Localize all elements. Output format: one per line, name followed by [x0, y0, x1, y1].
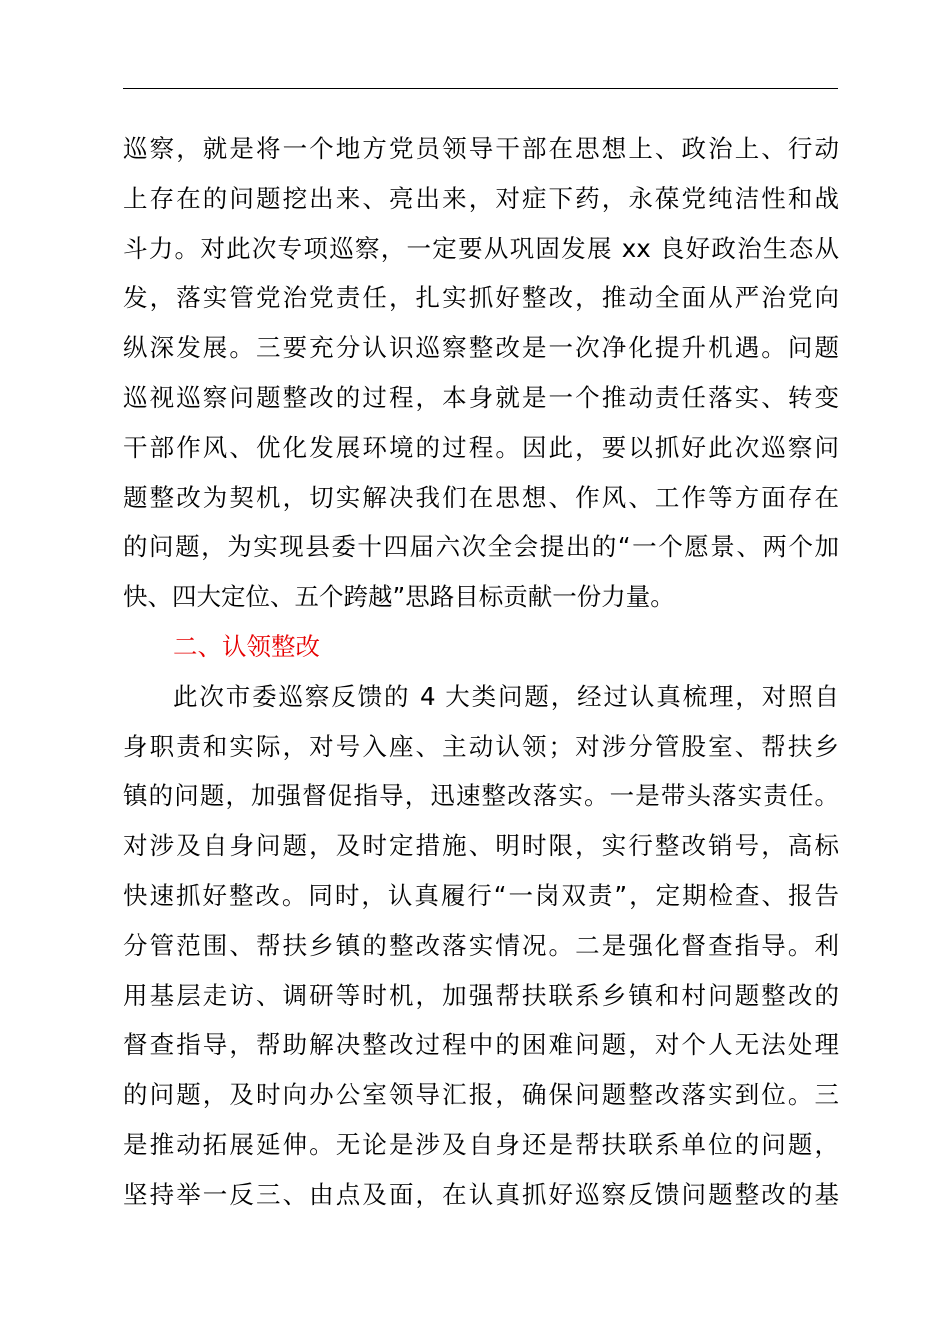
paragraph-2-line: 快速抓好整改。同时，认真履行“一岗双责”，定期检查、报告 [123, 880, 839, 910]
paragraph-2-line: 镇的问题，加强督促指导，迅速整改落实。一是带头落实责任。 [123, 781, 839, 811]
paragraph-2-line: 身职责和实际，对号入座、主动认领；对涉分管股室、帮扶乡 [123, 731, 839, 761]
paragraph-1-line: 上存在的问题挖出来、亮出来，对症下药，永葆党纯洁性和战 [123, 183, 839, 213]
paragraph-1-line: 快、四大定位、五个跨越”思路目标贡献一份力量。 [123, 582, 675, 612]
paragraph-2-line: 督查指导，帮助解决整改过程中的困难问题，对个人无法处理 [123, 1030, 839, 1060]
paragraph-1-line: 题整改为契机，切实解决我们在思想、作风、工作等方面存在 [123, 482, 839, 512]
paragraph-1-line: 干部作风、优化发展环境的过程。因此，要以抓好此次巡察问 [123, 432, 839, 462]
paragraph-1-line: 斗力。对此次专项巡察，一定要从巩固发展 xx 良好政治生态从 [123, 233, 839, 263]
paragraph-2-line: 分管范围、帮扶乡镇的整改落实情况。二是强化督查指导。利 [123, 930, 839, 960]
paragraph-2-line: 是推动拓展延伸。无论是涉及自身还是帮扶联系单位的问题， [123, 1129, 839, 1159]
section-heading: 二、认领整改 [173, 631, 320, 661]
paragraph-2-line: 此次市委巡察反馈的 4 大类问题，经过认真梳理，对照自 [173, 681, 839, 711]
paragraph-1-line: 发，落实管党治党责任，扎实抓好整改，推动全面从严治党向 [123, 283, 839, 313]
paragraph-2-line: 用基层走访、调研等时机，加强帮扶联系乡镇和村问题整改的 [123, 980, 839, 1010]
paragraph-1-line: 巡视巡察问题整改的过程，本身就是一个推动责任落实、转变 [123, 382, 839, 412]
paragraph-1-line: 巡察，就是将一个地方党员领导干部在思想上、政治上、行动 [123, 134, 839, 163]
paragraph-1-line: 纵深发展。三要充分认识巡察整改是一次净化提升机遇。问题 [123, 333, 839, 363]
paragraph-1-line: 的问题，为实现县委十四届六次全会提出的“一个愿景、两个加 [123, 532, 839, 562]
header-rule [123, 88, 838, 89]
paragraph-2-line: 坚持举一反三、由点及面，在认真抓好巡察反馈问题整改的基 [123, 1179, 839, 1209]
paragraph-2-line: 的问题，及时向办公室领导汇报，确保问题整改落实到位。三 [123, 1080, 839, 1110]
document-body [123, 124, 839, 1220]
paragraph-2-line: 对涉及自身问题，及时定措施、明时限，实行整改销号，高标 [123, 831, 839, 861]
